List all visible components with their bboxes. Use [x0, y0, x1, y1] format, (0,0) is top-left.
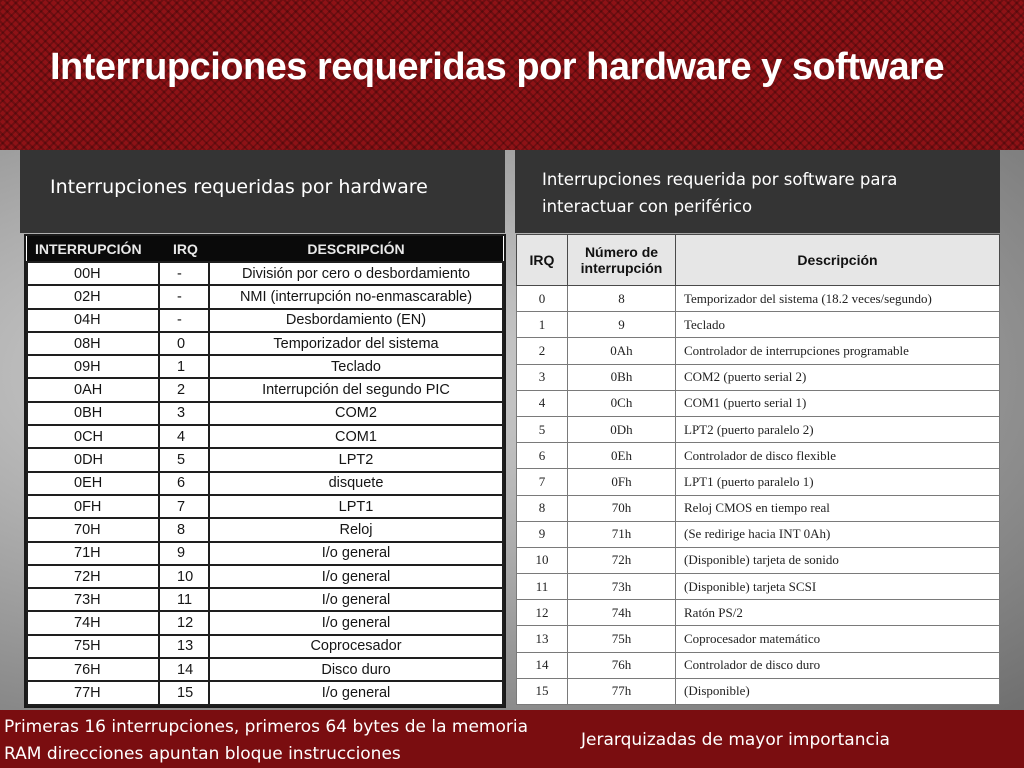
table-cell: 11 [517, 574, 568, 600]
table-cell: Controlador de disco duro [676, 652, 1000, 678]
table-row [27, 448, 503, 471]
table-cell: 0Bh [568, 364, 676, 390]
table-cell: 0EH [27, 472, 159, 495]
table-cell: 0BH [27, 402, 159, 425]
table-cell: 70h [568, 495, 676, 521]
table-row [517, 626, 1000, 652]
column-header-descripcion: DESCRIPCIÓN [209, 236, 503, 262]
table-cell: 0Ah [568, 338, 676, 364]
table-cell: 9 [517, 521, 568, 547]
table-cell: NMI (interrupción no-enmascarable) [209, 285, 503, 308]
table-row [517, 652, 1000, 678]
table-cell: (Disponible) tarjeta de sonido [676, 547, 1000, 573]
table-cell: Coprocesador [209, 635, 503, 658]
title-banner [0, 0, 1024, 150]
footer-note-right: Jerarquizadas de mayor importancia [581, 730, 890, 750]
table-row [517, 600, 1000, 626]
table-cell: 75H [27, 635, 159, 658]
table-cell: I/o general [209, 565, 503, 588]
table-cell: 5 [159, 448, 209, 471]
table-cell: Temporizador del sistema [209, 332, 503, 355]
table-cell: LPT1 [209, 495, 503, 518]
table-row [517, 338, 1000, 364]
table-cell: 73H [27, 588, 159, 611]
table-cell: 74h [568, 600, 676, 626]
table-cell: 13 [517, 626, 568, 652]
software-panel-header [515, 150, 1000, 233]
table-cell: 11 [159, 588, 209, 611]
table-cell: 3 [159, 402, 209, 425]
table-cell: 76h [568, 652, 676, 678]
table-cell: 08H [27, 332, 159, 355]
table-cell: 12 [517, 600, 568, 626]
table-cell: I/o general [209, 588, 503, 611]
table-cell: 5 [517, 416, 568, 442]
table-cell: 14 [517, 652, 568, 678]
table-row [27, 378, 503, 401]
table-cell: 1 [517, 312, 568, 338]
table-cell: - [159, 309, 209, 332]
table-cell: (Disponible) tarjeta SCSI [676, 574, 1000, 600]
table-cell: 7 [517, 469, 568, 495]
table-row [27, 518, 503, 541]
table-cell: Teclado [676, 312, 1000, 338]
table-cell: 6 [517, 443, 568, 469]
table-row [27, 355, 503, 378]
column-header-descripcion: Descripción [676, 235, 1000, 286]
table-cell: 71h [568, 521, 676, 547]
table-cell: 0Fh [568, 469, 676, 495]
table-row [27, 402, 503, 425]
table-row [27, 472, 503, 495]
table-header-row [27, 236, 503, 262]
table-cell: I/o general [209, 681, 503, 704]
table-cell: Reloj [209, 518, 503, 541]
software-interrupts-table [516, 234, 1000, 705]
table-cell: COM2 [209, 402, 503, 425]
table-cell: 0Dh [568, 416, 676, 442]
table-cell: LPT2 (puerto paralelo 2) [676, 416, 1000, 442]
table-cell: Reloj CMOS en tiempo real [676, 495, 1000, 521]
table-cell: 0Ch [568, 390, 676, 416]
table-cell: 77H [27, 681, 159, 704]
column-header-numero-interrupcion: Número de interrupción [568, 235, 676, 286]
column-header-interrupcion: INTERRUPCIÓN [27, 236, 159, 262]
column-header-irq: IRQ [159, 236, 209, 262]
table-cell: Disco duro [209, 658, 503, 681]
table-cell: 10 [159, 565, 209, 588]
table-cell: Interrupción del segundo PIC [209, 378, 503, 401]
table-cell: 0 [517, 286, 568, 312]
table-cell: 4 [159, 425, 209, 448]
table-cell: Desbordamiento (EN) [209, 309, 503, 332]
table-row [27, 332, 503, 355]
table-cell: 13 [159, 635, 209, 658]
table-row [517, 390, 1000, 416]
table-cell: - [159, 285, 209, 308]
table-cell: 8 [568, 286, 676, 312]
table-cell: 0AH [27, 378, 159, 401]
footer-note-left: Primeras 16 interrupciones, primeros 64 bytes de la memoria RAM direcciones apuntan bloque instrucciones [4, 717, 529, 764]
table-cell: (Se redirige hacia INT 0Ah) [676, 521, 1000, 547]
table-cell: 4 [517, 390, 568, 416]
table-cell: COM2 (puerto serial 2) [676, 364, 1000, 390]
table-cell: 00H [27, 262, 159, 285]
table-cell: 74H [27, 611, 159, 634]
table-cell: Coprocesador matemático [676, 626, 1000, 652]
table-row [517, 286, 1000, 312]
table-row [517, 364, 1000, 390]
table-cell: LPT2 [209, 448, 503, 471]
table-cell: Ratón PS/2 [676, 600, 1000, 626]
table-cell: 0 [159, 332, 209, 355]
table-cell: (Disponible) [676, 678, 1000, 704]
table-row [517, 547, 1000, 573]
table-row [27, 681, 503, 704]
table-row [517, 443, 1000, 469]
table-cell: 72h [568, 547, 676, 573]
table-cell: COM1 [209, 425, 503, 448]
table-cell: 8 [159, 518, 209, 541]
table-cell: 75h [568, 626, 676, 652]
table-cell: 10 [517, 547, 568, 573]
slide-title: Interrupciones requeridas por hardware y software [50, 46, 945, 88]
table-cell: 0DH [27, 448, 159, 471]
table-cell: 14 [159, 658, 209, 681]
table-row [27, 611, 503, 634]
table-row [517, 574, 1000, 600]
table-cell: LPT1 (puerto paralelo 1) [676, 469, 1000, 495]
table-row [517, 495, 1000, 521]
table-row [27, 309, 503, 332]
hardware-panel-header [20, 150, 505, 233]
table-cell: División por cero o desbordamiento [209, 262, 503, 285]
table-cell: 9 [568, 312, 676, 338]
table-row [27, 425, 503, 448]
table-cell: 09H [27, 355, 159, 378]
software-table-container [516, 234, 1000, 704]
software-heading: Interrupciones requerida por software para interactuar con periférico [542, 170, 898, 216]
table-cell: 15 [517, 678, 568, 704]
table-cell: disquete [209, 472, 503, 495]
table-cell: 72H [27, 565, 159, 588]
table-cell: 73h [568, 574, 676, 600]
table-header-row [517, 235, 1000, 286]
table-cell: 15 [159, 681, 209, 704]
table-cell: 0CH [27, 425, 159, 448]
table-cell: 76H [27, 658, 159, 681]
table-cell: 77h [568, 678, 676, 704]
table-row [517, 312, 1000, 338]
table-row [27, 588, 503, 611]
table-cell: 2 [159, 378, 209, 401]
table-cell: 7 [159, 495, 209, 518]
table-row [517, 521, 1000, 547]
table-cell: 0Eh [568, 443, 676, 469]
table-cell: 9 [159, 542, 209, 565]
table-cell: 2 [517, 338, 568, 364]
table-cell: 70H [27, 518, 159, 541]
table-cell: 12 [159, 611, 209, 634]
table-cell: I/o general [209, 542, 503, 565]
hardware-table-container [24, 234, 506, 708]
table-cell: 3 [517, 364, 568, 390]
table-row [27, 495, 503, 518]
table-cell: - [159, 262, 209, 285]
table-cell: Teclado [209, 355, 503, 378]
table-cell: COM1 (puerto serial 1) [676, 390, 1000, 416]
table-row [27, 635, 503, 658]
column-header-irq: IRQ [517, 235, 568, 286]
table-cell: 1 [159, 355, 209, 378]
table-cell: Controlador de disco flexible [676, 443, 1000, 469]
table-row [517, 469, 1000, 495]
table-row [27, 285, 503, 308]
table-row [27, 542, 503, 565]
table-row [27, 658, 503, 681]
table-cell: 0FH [27, 495, 159, 518]
table-row [517, 678, 1000, 704]
table-cell: 71H [27, 542, 159, 565]
table-cell: 8 [517, 495, 568, 521]
table-row [27, 262, 503, 285]
table-cell: Controlador de interrupciones programable [676, 338, 1000, 364]
table-row [27, 565, 503, 588]
table-row [517, 416, 1000, 442]
table-cell: 04H [27, 309, 159, 332]
hardware-interrupts-table [26, 236, 504, 706]
hardware-heading: Interrupciones requeridas por hardware [50, 176, 428, 198]
table-cell: I/o general [209, 611, 503, 634]
table-cell: Temporizador del sistema (18.2 veces/segundo) [676, 286, 1000, 312]
table-cell: 02H [27, 285, 159, 308]
table-cell: 6 [159, 472, 209, 495]
